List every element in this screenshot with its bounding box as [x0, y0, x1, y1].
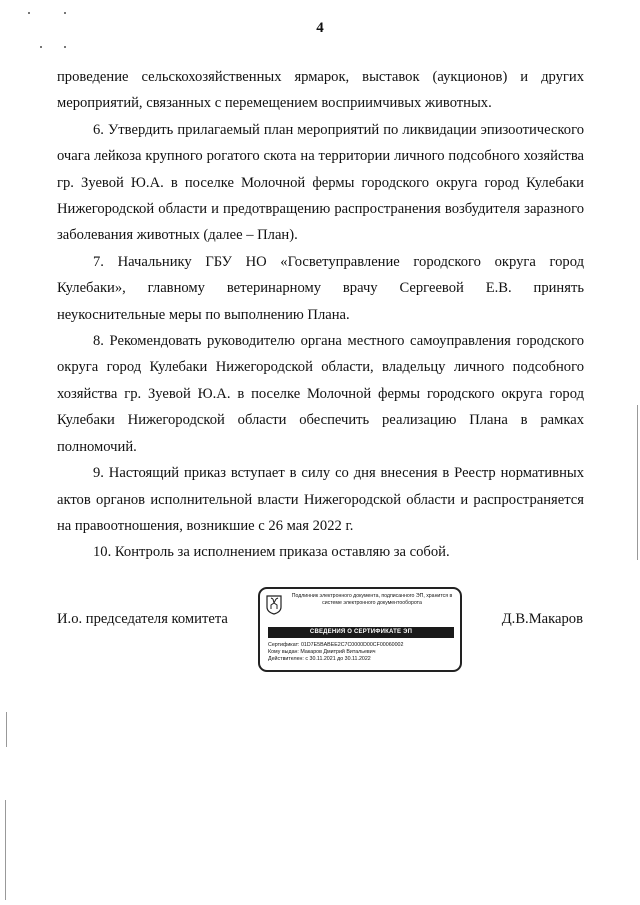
certificate-label: Сертификат:	[268, 642, 300, 648]
valid-row	[268, 656, 458, 663]
paragraph-10: 10. Контроль за исполнением приказа оставляю за собой.	[93, 544, 450, 561]
valid-value: с 30.11.2021 до 30.11.2022	[305, 656, 371, 662]
issued-to-value: Макаров Дмитрий Витальевич	[300, 649, 376, 655]
certificate-row	[268, 642, 458, 649]
scan-edge-line	[6, 712, 7, 747]
electronic-signature-stamp	[258, 587, 462, 672]
certificate-value: 01D7E5BABEE2C7C0000D00CF00060002	[300, 642, 404, 648]
valid-label: Действителен:	[268, 656, 304, 662]
scan-edge-line	[637, 405, 638, 560]
scan-edge-line	[5, 800, 6, 900]
document-body	[57, 64, 584, 566]
signatory-name: Д.В.Макаров	[501, 611, 583, 627]
paragraph-8: 8. Рекомендовать руководителю органа местного самоуправления городского округа город Кулебаки Нижегородской области, владельцу личного подсобного хозяйства гр. Зуевой Ю.А. в поселке Молочной фермы городского округа город Кулебаки Нижегородской области обеспечить реализацию Плана в рамках полномочий.	[57, 333, 584, 455]
signatory-role: И.о. председателя комитета	[57, 611, 228, 627]
scan-mark	[64, 12, 66, 14]
scan-mark	[64, 46, 66, 48]
stamp-details	[268, 642, 458, 663]
paragraph-7: 7. Начальнику ГБУ НО «Госветуправление городского округа город Кулебаки», главному ветеринарному врачу Сергеевой Е.В. принять неукоснительные меры по выполнению Плана.	[57, 253, 584, 323]
stamp-title: СВЕДЕНИЯ О СЕРТИФИКАТЕ ЭП	[268, 627, 454, 638]
issued-to-row	[268, 649, 458, 656]
scan-mark	[28, 12, 30, 14]
paragraph-9: 9. Настоящий приказ вступает в силу со дня внесения в Реестр нормативных актов органов исполнительной власти Нижегородской области и распространяется на правоотношения, возникшие с 26 мая 2022 г.	[57, 465, 584, 534]
issued-to-label: Кому выдан:	[268, 649, 299, 655]
deer-coat-of-arms-icon	[266, 595, 282, 615]
scan-mark	[40, 46, 42, 48]
paragraph-continuation: проведение сельскохозяйственных ярмарок, выставок (аукционов) и других мероприятий, связанных с перемещением восприимчивых животных.	[57, 69, 584, 112]
paragraph-6: 6. Утвердить прилагаемый план мероприятий по ликвидации эпизоотического очага лейкоза крупного рогатого скота на территории личного подсобного хозяйства гр. Зуевой Ю.А. в поселке Молочной фермы городского округа город Кулебаки Нижегородской области и предотвращению распространения возбудителя заразного заболевания животных (далее – План).	[57, 121, 584, 244]
page-number: 4	[316, 20, 324, 36]
stamp-header: Подлинник электронного документа, подписанного ЭП, хранится в системе электронного документооборота	[291, 593, 453, 606]
